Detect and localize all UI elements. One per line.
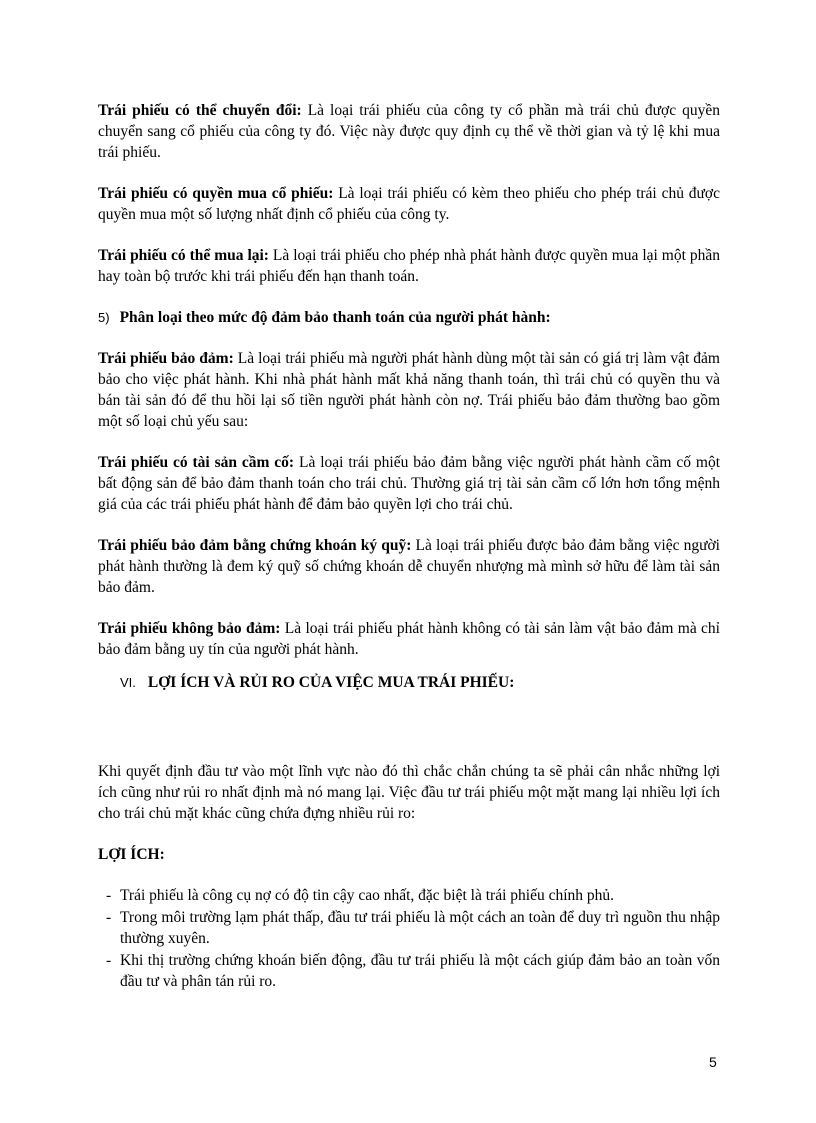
list-item	[98, 885, 720, 906]
section-5-heading	[98, 307, 720, 328]
list-item	[98, 950, 720, 992]
bullet-dash: -	[106, 952, 112, 969]
term-unsecured-bond: Trái phiếu không bảo đảm:	[98, 620, 281, 637]
section-6-number: VI.	[120, 675, 136, 690]
paragraph-warrant-bond	[98, 183, 720, 225]
term-secured-bond: Trái phiếu bảo đảm:	[98, 350, 234, 367]
definition-unsecured-bond: Là loại trái phiếu phát hành không có tài sản làm vật bảo đảm mà chỉ bảo đảm bằng uy tín của người phát hành.	[98, 620, 720, 658]
definition-callable-bond: Là loại trái phiếu cho phép nhà phát hành được quyền mua lại một phần hay toàn bộ trước khi trái phiếu đến hạn thanh toán.	[98, 247, 720, 285]
document-page	[98, 100, 720, 993]
paragraph-secured-bond	[98, 348, 720, 432]
paragraph-collateral-bond	[98, 535, 720, 598]
definition-warrant-bond: Là loại trái phiếu có kèm theo phiếu cho phép trái chủ được quyền mua một số lượng nhất định cổ phiếu của công ty.	[98, 185, 720, 223]
term-callable-bond: Trái phiếu có thể mua lại:	[98, 247, 269, 264]
bullet-dash: -	[106, 887, 112, 904]
page-number: 5	[709, 1054, 717, 1070]
benefits-list	[98, 885, 720, 992]
term-warrant-bond: Trái phiếu có quyền mua cổ phiếu:	[98, 185, 334, 202]
definition-secured-bond: Là loại trái phiếu mà người phát hành dùng một tài sản có giá trị làm vật đảm bảo cho việc phát hành. Khi nhà phát hành mất khả năng thanh toán, thì trái chủ có quyền thu và bán tài sản đó để thu hồi lại số tiền người phát hành còn nợ. Trái phiếu bảo đảm thường bao gồm một số loại chủ yếu sau:	[98, 350, 720, 430]
section-5-title: Phân loại theo mức độ đảm bảo thanh toán của người phát hành:	[119, 309, 551, 326]
term-mortgage-bond: Trái phiếu có tài sản cầm cố:	[98, 454, 295, 471]
definition-mortgage-bond: Là loại trái phiếu bảo đảm bằng việc người phát hành cầm cố một bất động sản để bảo đảm thanh toán cho trái chủ. Thường giá trị tài sản cầm cố lớn hơn tổng mệnh giá của các trái phiếu phát hành để đảm bảo quyền lợi cho trái chủ.	[98, 454, 720, 513]
section-6-title: LỢI ÍCH VÀ RỦI RO CỦA VIỆC MUA TRÁI PHIẾU:	[147, 674, 515, 691]
term-collateral-bond: Trái phiếu bảo đảm bằng chứng khoán ký quỹ:	[98, 537, 412, 554]
section-5-number: 5)	[98, 310, 110, 325]
paragraph-convertible-bond	[98, 100, 720, 163]
paragraph-intro: Khi quyết định đầu tư vào một lĩnh vực nào đó thì chắc chắn chúng ta sẽ phải cân nhắc những lợi ích cũng như rủi ro nhất định mà nó mang lại. Việc đầu tư trái phiếu một mặt mang lại nhiều lợi ích cho trái chủ mặt khác cũng chứa đựng nhiều rủi ro:	[98, 763, 720, 822]
section-6-heading	[120, 672, 720, 693]
benefit-text: Trong môi trường lạm phát thấp, đầu tư trái phiếu là một cách an toàn để duy trì nguồn thu nhập thường xuyên.	[120, 909, 720, 947]
paragraph-unsecured-bond	[98, 618, 720, 660]
benefits-heading: LỢI ÍCH:	[98, 846, 165, 863]
paragraph-callable-bond	[98, 245, 720, 287]
benefit-text: Trái phiếu là công cụ nợ có độ tin cậy cao nhất, đặc biệt là trái phiếu chính phủ.	[120, 887, 615, 904]
definition-convertible-bond: Là loại trái phiếu của công ty cổ phần mà trái chủ được quyền chuyển sang cổ phiếu của công ty đó. Việc này được quy định cụ thể về thời gian và tỷ lệ khi mua trái phiếu.	[98, 102, 720, 161]
term-convertible-bond: Trái phiếu có thể chuyển đổi:	[98, 102, 302, 119]
paragraph-mortgage-bond	[98, 452, 720, 515]
benefit-text: Khi thị trường chứng khoán biến động, đầu tư trái phiếu là một cách giúp đảm bảo an toàn vốn đầu tư và phân tán rủi ro.	[120, 952, 720, 990]
list-item	[98, 907, 720, 949]
definition-collateral-bond: Là loại trái phiếu được bảo đảm bằng việc người phát hành thường là đem ký quỹ số chứng khoán dễ chuyển nhượng mà mình sở hữu để làm tài sản bảo đảm.	[98, 537, 720, 596]
bullet-dash: -	[106, 909, 112, 926]
